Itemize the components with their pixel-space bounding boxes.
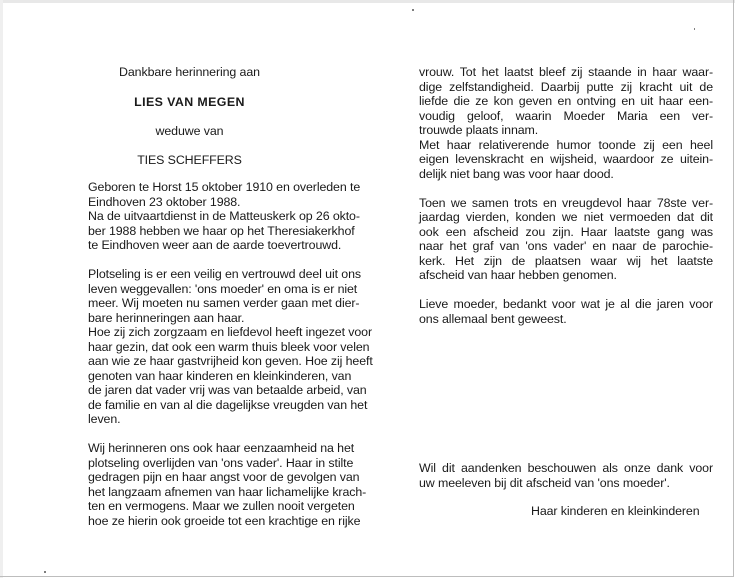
text-line: leven. [88,412,121,426]
text-line: naar het graf van 'ons vader' en naar de parochie- [419,239,713,253]
text-line: haar gezin, dat ook een warm thuis bleek voor velen [88,340,370,354]
deceased-name: LIES VAN MEGEN [134,95,245,109]
text-line: uw meeleven bij dit afscheid van 'ons moeder'. [419,476,670,490]
spouse-name: TIES SCHEFFERS [137,153,242,167]
text-line: Geboren te Horst 15 oktober 1910 en overleden te [88,180,361,194]
text-line: de familie en van al die dagelijkse vreugden van het [88,398,368,412]
text-line: te Eindhoven weer aan de aarde toevertrouwd. [88,238,342,252]
text-line: delijk niet bang was voor haar dood. [419,167,614,181]
text-line: trouwde plaats innam. [419,123,539,137]
header-intro: Dankbare herinnering aan [119,65,260,79]
text-line: ten en vermogens. Maar we zullen nooit vergeten [88,499,355,513]
text-line: leven weggevallen: 'ons moeder' en oma is er niet [88,282,358,296]
text-line: vrouw. Tot het laatst bleef zij staande in haar waar- [419,65,713,79]
text-line: liefde die ze kon geven en ontving en uit haar een- [419,94,713,108]
text-line: ber 1988 hebben we haar op het Theresiakerkhof [88,224,355,238]
text-line: de jaren dat vader vrij was van betaalde arbeid, van [88,383,367,397]
scan-speck [412,9,414,11]
text-line: eigen levenskracht en wijsheid, waardoor ze uitein- [419,152,713,166]
text-line: afscheid van haar hebben genomen. [419,268,617,282]
text-line: meer. Wij moeten nu samen verder gaan met dier- [88,296,360,310]
text-line: jaardag vierden, konden we niet vermoeden dat dit [419,210,713,224]
text-line: het langzaam afnemen van haar lichamelijke krach- [88,485,367,499]
closing-signature: Haar kinderen en kleinkinderen [531,504,700,518]
text-line: Met haar relativerende humor toonde zij een heel [419,138,713,152]
text-line: aan wie ze haar gastvrijheid kon geven. Hoe zij heeft [88,354,373,368]
text-line: dige zelfstandigheid. Daarbij putte zij kracht uit de [419,80,713,94]
text-line: Eindhoven 23 oktober 1988. [88,195,241,209]
text-line: Na de uitvaartdienst in de Matteuskerk op 26 okto- [88,209,360,223]
text-line: Toen we samen trots en vreugdevol haar 78ste ver- [419,196,713,210]
text-line: gedragen pijn en haar angst voor de gevolgen van [88,470,360,484]
text-line: voudig geloof, waarin Moeder Maria een ver- [419,109,713,123]
text-line: Hoe zij zich zorgzaam en liefdevol heeft ingezet voor [88,325,372,339]
text-line: Lieve moeder, bedankt voor wat je al die jaren voor [419,297,713,311]
text-line: genoten van haar kinderen en kleinkinderen, van [88,369,352,383]
scan-speck [44,571,46,573]
text-line: ook een afscheid zou zijn. Haar laatste gang was [419,225,713,239]
text-line: Wij herinneren ons ook haar eenzaamheid na het [88,441,355,455]
text-line: ons allemaal bent geweest. [419,312,567,326]
text-line: hoe ze hierin ook groeide tot een krachtige en rijke [88,514,361,528]
header-relation: weduwe van [155,124,224,138]
text-line: bare herinneringen aan haar. [88,311,245,325]
text-line: kerk. Het zijn de plaatsen waar wij het laatste [419,254,713,268]
scan-speck [694,28,695,30]
text-line: Wil dit aandenken beschouwen als onze dank voor [419,461,713,475]
text-line: Plotseling is er een veilig en vertrouwd deel uit ons [88,267,361,281]
text-line: plotseling overlijden van 'ons vader'. Haar in stilte [88,456,354,470]
